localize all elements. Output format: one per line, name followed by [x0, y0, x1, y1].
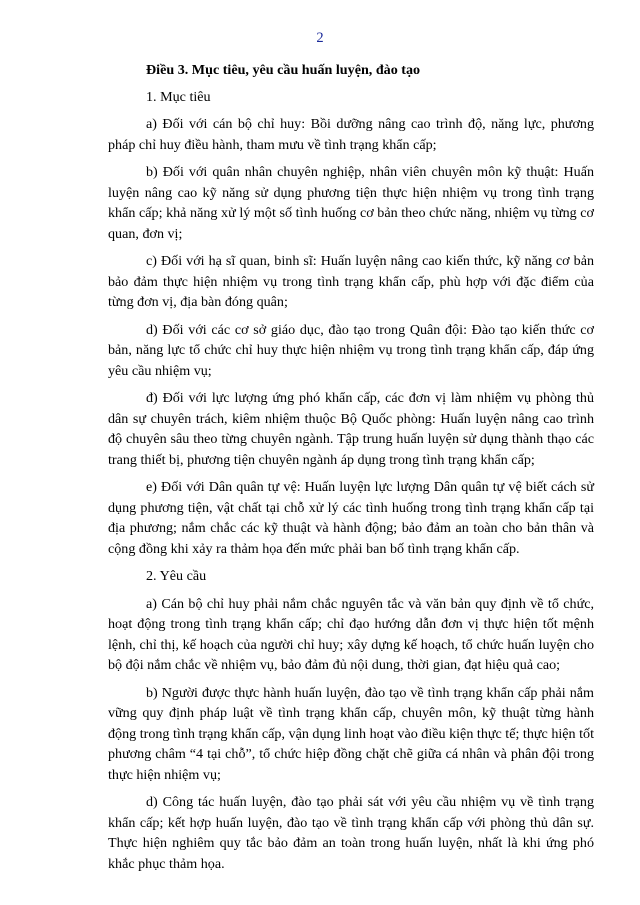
- objective-item-a: a) Đối với cán bộ chỉ huy: Bồi dưỡng nâng cao trình độ, năng lực, phương pháp chỉ huy điều hành, tham mưu về tình trạng khẩn cấp;: [108, 116, 594, 153]
- section-heading-requirements: 2. Yêu cầu: [146, 568, 207, 584]
- objective-item-c: c) Đối với hạ sĩ quan, binh sĩ: Huấn luyện nâng cao kiến thức, kỹ năng cơ bản bảo đảm thực hiện nhiệm vụ trong tình trạng khẩn cấp, phù hợp với đặc điểm của từng đơn vị, địa bàn đóng quân;: [108, 253, 594, 310]
- requirement-item-d: d) Công tác huấn luyện, đào tạo phải sát với yêu cầu nhiệm vụ về tình trạng khẩn cấp; kết hợp huấn luyện, đào tạo về tình trạng khẩn cấp với phòng thủ dân sự. Thực hiện nghiêm quy tắc bảo đảm an toàn trong huấn luyện, nhất là khi ứng phó khắc phục thảm họa.: [108, 794, 594, 872]
- objective-item-d: d) Đối với các cơ sở giáo dục, đào tạo trong Quân đội: Đào tạo kiến thức cơ bản, năng lực tổ chức chỉ huy thực hiện nhiệm vụ trong tình trạng khẩn cấp, đáp ứng yêu cầu nhiệm vụ;: [108, 321, 594, 379]
- page-number: 2: [316, 30, 324, 46]
- article-title: Điều 3. Mục tiêu, yêu cầu huấn luyện, đào tạo: [146, 62, 421, 78]
- requirement-item-a: a) Cán bộ chỉ huy phải nắm chắc nguyên tắc và văn bản quy định về tổ chức, hoạt động trong tình trạng khẩn cấp; chỉ đạo hướng dẫn đơn vị thực hiện tốt mệnh lệnh, chỉ thị, kế hoạch của người chỉ huy; xây dựng kế hoạch, tổ chức huấn luyện cho bộ đội nắm chắc về nhiệm vụ, bảo đảm đủ nội dung, thời gian, đạt hiệu quả cao;: [108, 595, 594, 673]
- section-heading-objectives: 1. Mục tiêu: [146, 88, 211, 105]
- objective-item-dd: đ) Đối với lực lượng ứng phó khẩn cấp, các đơn vị làm nhiệm vụ phòng thủ dân sự chuyên trách, kiêm nhiệm thuộc Bộ Quốc phòng: Huấn luyện nâng cao trình độ chuyên sâu theo từng chuyên ngành. Tập trung huấn luyện sử dụng thành thạo các trang thiết bị, phương tiện chuyên ngành áp dụng trong tình trạng khẩn cấp;: [108, 390, 594, 468]
- objective-item-e: e) Đối với Dân quân tự vệ: Huấn luyện lực lượng Dân quân tự vệ biết cách sử dụng phương tiện, vật chất tại chỗ xử lý các tình huống trong tình trạng khẩn cấp tại địa phương; nắm chắc các kỹ thuật và hành động; bảo đảm an toàn cho bản thân và cộng đồng khi xảy ra thảm họa đến mức phải ban bố tình trạng khẩn cấp.: [108, 479, 594, 557]
- objective-item-b: b) Đối với quân nhân chuyên nghiệp, nhân viên chuyên môn kỹ thuật: Huấn luyện nâng cao kỹ năng sử dụng phương tiện thực hiện nhiệm vụ trong tình trạng khẩn cấp; khả năng xử lý một số tình huống cơ bản theo chức năng, nhiệm vụ từng cơ quan, đơn vị;: [108, 164, 594, 242]
- document-body: [108, 60, 594, 881]
- requirement-item-b: b) Người được thực hành huấn luyện, đào tạo về tình trạng khẩn cấp phải nắm vững quy định pháp luật về tình trạng khẩn cấp, chuyên môn, kỹ thuật từng hành động trong tình trạng khẩn cấp, vận dụng linh hoạt vào điều kiện thực tế; thực hiện tốt phương châm “4 tại chỗ”, tổ chức hiệp đồng chặt chẽ giữa cá nhân và phân đội trong thực hiện nhiệm vụ;: [108, 684, 594, 783]
